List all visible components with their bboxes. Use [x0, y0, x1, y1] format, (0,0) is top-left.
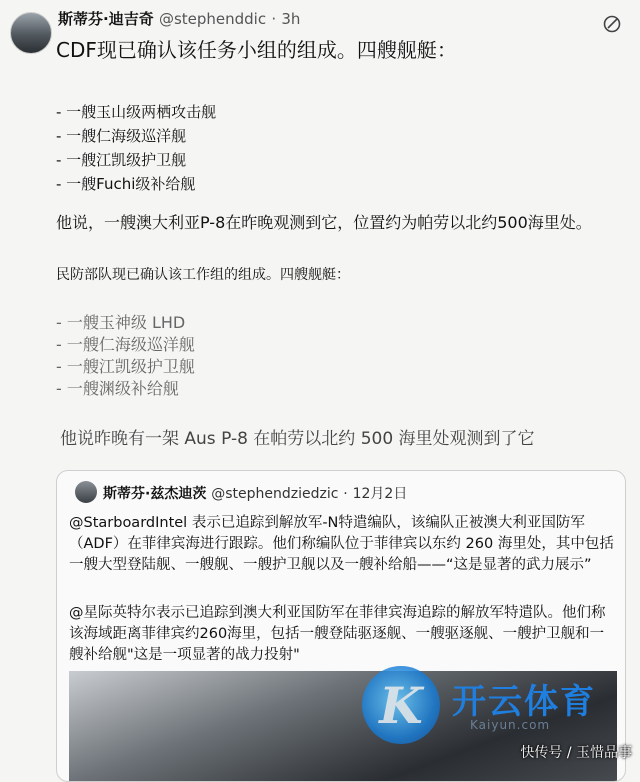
watermark-logo [362, 666, 440, 744]
quoted-author-line [103, 483, 407, 503]
meta-separator: · [343, 486, 348, 502]
avatar[interactable] [10, 12, 52, 54]
ship-list [56, 100, 216, 196]
author-name[interactable]: 斯蒂芬·迪吉奇 [58, 10, 154, 28]
quoted-avatar[interactable] [75, 481, 97, 503]
post-paragraph: 他说昨晚有一架 Aus P-8 在帕劳以北约 500 海里处观测到了它 [60, 429, 535, 449]
list-item: - 一艘江凯级护卫舰 [56, 151, 187, 169]
list-item: - 一艘玉山级两栖攻击舰 [56, 103, 217, 121]
watermark-name: 开云体育 [452, 682, 596, 722]
meta-separator: · [271, 10, 277, 28]
quoted-handle[interactable]: @stephendziedzic [211, 486, 339, 502]
list-item: - 一艘江凯级护卫舰 [56, 357, 195, 376]
quoted-author-name[interactable]: 斯蒂芬·兹杰迪茨 [103, 486, 207, 502]
quoted-date: 12月2日 [352, 486, 408, 502]
watermark-logo-letter: K [379, 676, 423, 735]
ship-list-alt [56, 312, 195, 400]
list-item: - 一艘Fuchi级补给舰 [56, 175, 196, 193]
quoted-translation: @星际英特尔表示已追踪到澳大利亚国防军在菲律宾海追踪的解放军特遣队。他们称该海域距离菲律宾约260海里，包括一艘登陆驱逐舰、一艘驱逐舰、一艘护卫舰和一艘补给舰"这是一项显著的战力投射" [69, 605, 606, 663]
list-item: - 一艘仁海级巡洋舰 [56, 335, 195, 354]
watermark-url: Kaiyun.com [470, 718, 551, 732]
quoted-text: @StarboardIntel 表示已追踪到解放军-N特遣编队，该编队正被澳大利亚国防军（ADF）在菲律宾海进行跟踪。他们称编队位于菲律宾以东约 260 海里处，其中包括一艘大型登陆舰、一艘舰、一艘护卫舰以及一艘补给船——“这是显著的武力展示” [69, 515, 614, 573]
list-item: - 一艘玉神级 LHD [56, 313, 186, 332]
edit-slash-icon[interactable] [602, 14, 622, 34]
source-credit: 快传号 / 玉惜品事 [520, 745, 632, 761]
post-paragraph: 他说，一艘澳大利亚P-8在昨晚观测到它，位置约为帕劳以北约500海里处。 [56, 213, 592, 232]
author-line [58, 8, 300, 29]
post-time[interactable]: 3h [281, 10, 301, 28]
post-paragraph: 民防部队现已确认该工作组的组成。四艘舰艇： [56, 267, 350, 283]
author-handle[interactable]: @stephenddic [158, 10, 267, 28]
list-item: - 一艘仁海级巡洋舰 [56, 127, 187, 145]
post-title: CDF现已确认该任务小组的组成。四艘舰艇： [56, 38, 457, 62]
list-item: - 一艘渊级补给舰 [56, 379, 179, 398]
